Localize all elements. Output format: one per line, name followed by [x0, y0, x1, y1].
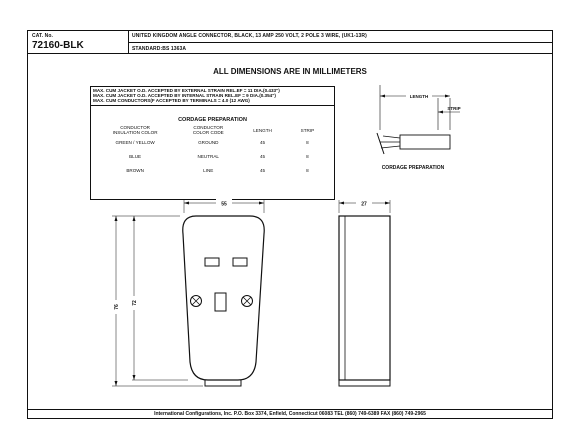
ground-slot — [215, 293, 226, 311]
part-number: 72160-BLK — [32, 40, 84, 51]
company-footer: International Configurations, Inc. P.O. Box 3374, Enfield, Connecticut 06083 TEL (860) 749-6389 FAX (860) 749-2965 — [28, 409, 552, 418]
cable-jacket — [400, 135, 450, 149]
column-header: LENGTH — [253, 127, 272, 133]
cable-entry — [205, 380, 241, 386]
table-cell: 45 — [259, 168, 266, 174]
side-view — [339, 200, 390, 386]
table-cell: 8 — [306, 140, 309, 146]
depth-dimension-label: 27 — [361, 201, 367, 208]
conductor-line — [383, 136, 400, 138]
line-slot — [233, 258, 247, 266]
arrowhead — [184, 202, 189, 205]
height-inner-dimension-label: 72 — [132, 300, 138, 306]
column-header: CONDUCTOR INSULATION COLOR — [112, 125, 158, 136]
product-description: UNITED KINGDOM ANGLE CONNECTOR, BLACK, 13 AMP 250 VOLT, 2 POLE 3 WIRE, (UK1-13R) — [132, 33, 367, 39]
arrowhead — [380, 95, 385, 98]
table-cell: LINE — [203, 168, 214, 174]
table-cell: 45 — [259, 140, 266, 146]
spec-line: MAX. CUM JACKET O.D. ACCEPTED BY INTERNAL STRAIN REL.EF = 9 DIA.(0.354") — [93, 93, 276, 99]
column-header: CONDUCTOR COLOR CODE — [192, 125, 224, 136]
side-body-outline — [339, 216, 390, 380]
arrowhead — [259, 202, 264, 205]
table-cell: BROWN — [126, 168, 144, 174]
cut-mark — [377, 133, 384, 154]
table-cell: 8 — [306, 168, 309, 174]
table-cell: 8 — [306, 154, 309, 160]
table-cell: GROUND — [198, 140, 219, 146]
table-cell: BLUE — [129, 154, 142, 160]
arrowhead — [133, 375, 136, 380]
table-cell: NEUTRAL — [197, 154, 219, 160]
arrowhead — [133, 216, 136, 221]
spec-line: MAX. CUM JACKET O.D. ACCEPTED BY EXTERNAL STRAIN REL.EF = 11 DIA.(0.433") — [93, 88, 280, 93]
cordage-table-title: CORDAGE PREPARATION — [178, 117, 247, 123]
arrowhead — [115, 381, 118, 386]
cordage-caption: CORDAGE PREPARATION — [381, 165, 445, 171]
side-cable-entry — [339, 380, 390, 386]
conductor-line — [381, 146, 400, 148]
arrowhead — [339, 202, 344, 205]
arrowhead — [385, 202, 390, 205]
arrowhead — [445, 95, 450, 98]
standard-label: STANDARD:BS 1363A — [132, 46, 187, 52]
spec-line: MAX. CUM CONDUCTORS(F ACCEPTED BY TERMINALS = 4.0 (12 AWG) — [93, 98, 250, 104]
front-view — [112, 200, 264, 386]
catalog-label: CAT. No. — [32, 33, 53, 39]
arrowhead — [438, 111, 443, 114]
table-cell: GREEN / YELLOW — [115, 140, 155, 146]
column-header: STRIP — [300, 127, 315, 133]
strip-label: STRIP — [447, 106, 461, 111]
table-cell: 45 — [259, 154, 266, 160]
arrowhead — [115, 216, 118, 221]
neutral-slot — [205, 258, 219, 266]
width-dimension-label: 55 — [221, 201, 227, 208]
dimensions-note: ALL DIMENSIONS ARE IN MILLIMETERS — [213, 67, 367, 76]
length-label: LENGTH — [409, 94, 429, 99]
height-outer-dimension-label: 76 — [114, 304, 120, 310]
